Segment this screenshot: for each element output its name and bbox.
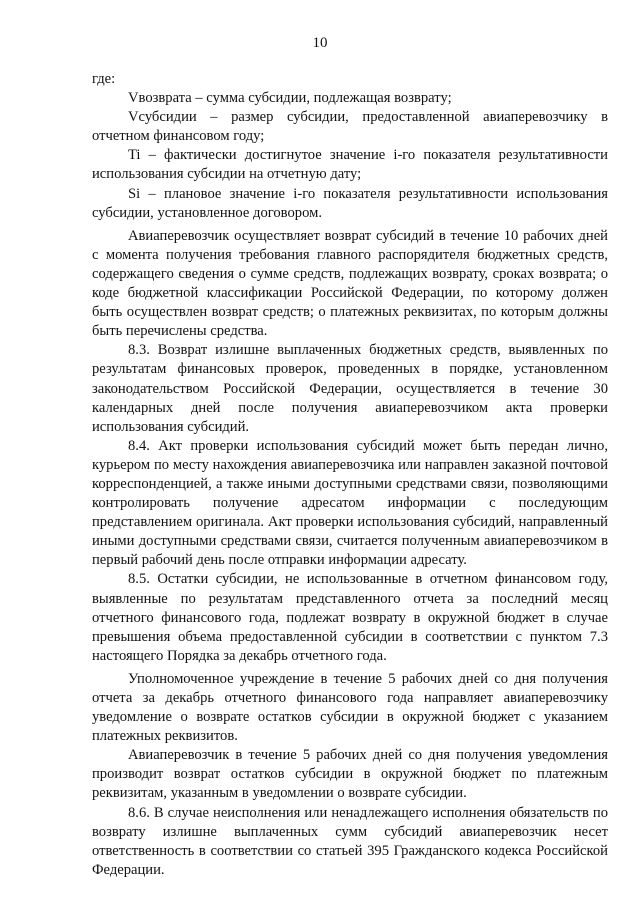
paragraph-vreturn-definition: Vвозврата – сумма субсидии, подлежащая возврату; bbox=[128, 90, 452, 107]
paragraph-carrier-return: Авиаперевозчик осуществляет возврат субсидий в течение 10 рабочих дней с момента получения требования главного распорядителя бюджетных средств, содержащего сведения о сумме средств, подлежащих возврату, сроках возврата; о коде бюджетной классификации Российской Федерации, по которому должен быть осуществлен возврат средств; о платежных реквизитах, по которым должны быть перечислены средства. bbox=[92, 227, 608, 340]
paragraph-8-3: 8.3. Возврат излишне выплаченных бюджетных средств, выявленных по результатам финансовых проверок, проведенных в порядке, установленном законодательством Российской Федерации, осуществляется в течение 30 календарных дней после получения авиаперевозчиком акта проверки использования субсидий. bbox=[92, 342, 608, 435]
paragraph-8-4: 8.4. Акт проверки использования субсидий может быть передан лично, курьером по месту нахождения авиаперевозчика или направлен заказной почтовой корреспонденцией, а также иными доступными средствами связи, позволяющими контролировать получение адресатом информации с последующим представлением оригинала. Акт проверки использования субсидий, направленный иными доступными средствами связи, считается полученным авиаперевозчиком в первый рабочий день после отправки информации адресату. bbox=[92, 437, 608, 569]
paragraph-where: где: bbox=[92, 71, 116, 87]
paragraph-si-definition: Si – плановое значение i-го показателя результативности использования субсидии, установленное договором. bbox=[92, 185, 608, 221]
page-number: 10 bbox=[312, 35, 328, 51]
document-body bbox=[92, 70, 608, 880]
paragraph-authorized-institution: Уполномоченное учреждение в течение 5 рабочих дней со дня получения отчета за декабрь отчетного финансового года направляет авиаперевозчику уведомление о возврате остатков субсидии в окружной бюджет с указанием платежных реквизитов. bbox=[92, 670, 608, 745]
paragraph-8-6: 8.6. В случае неисполнения или ненадлежащего исполнения обязательств по возврату излишне выплаченных сумм субсидий авиаперевозчик несет ответственность в соответствии со статьей 395 Гражданского кодекса Российской Федерации. bbox=[92, 804, 608, 878]
paragraph-ti-definition: Ti – фактически достигнутое значение i-го показателя результативности использования субсидии на отчетную дату; bbox=[92, 147, 608, 183]
paragraph-8-5: 8.5. Остатки субсидии, не использованные в отчетном финансовом году, выявленные по результатам представленного отчета за последний месяц отчетного финансового года, подлежат возврату в окружной бюджет в случае превышения объема предоставленной субсидии в соответствии с пунктом 7.3 настоящего Порядка за декабрь отчетного года. bbox=[92, 571, 608, 664]
paragraph-carrier-remainder-return: Авиаперевозчик в течение 5 рабочих дней со дня получения уведомления производит возврат остатков субсидии в окружной бюджет по платежным реквизитам, указанным в уведомлении о возврате субсидии. bbox=[92, 747, 608, 802]
paragraph-vsubsidy-definition: Vсубсидии – размер субсидии, предоставленной авиаперевозчику в отчетном финансовом году; bbox=[92, 109, 608, 145]
